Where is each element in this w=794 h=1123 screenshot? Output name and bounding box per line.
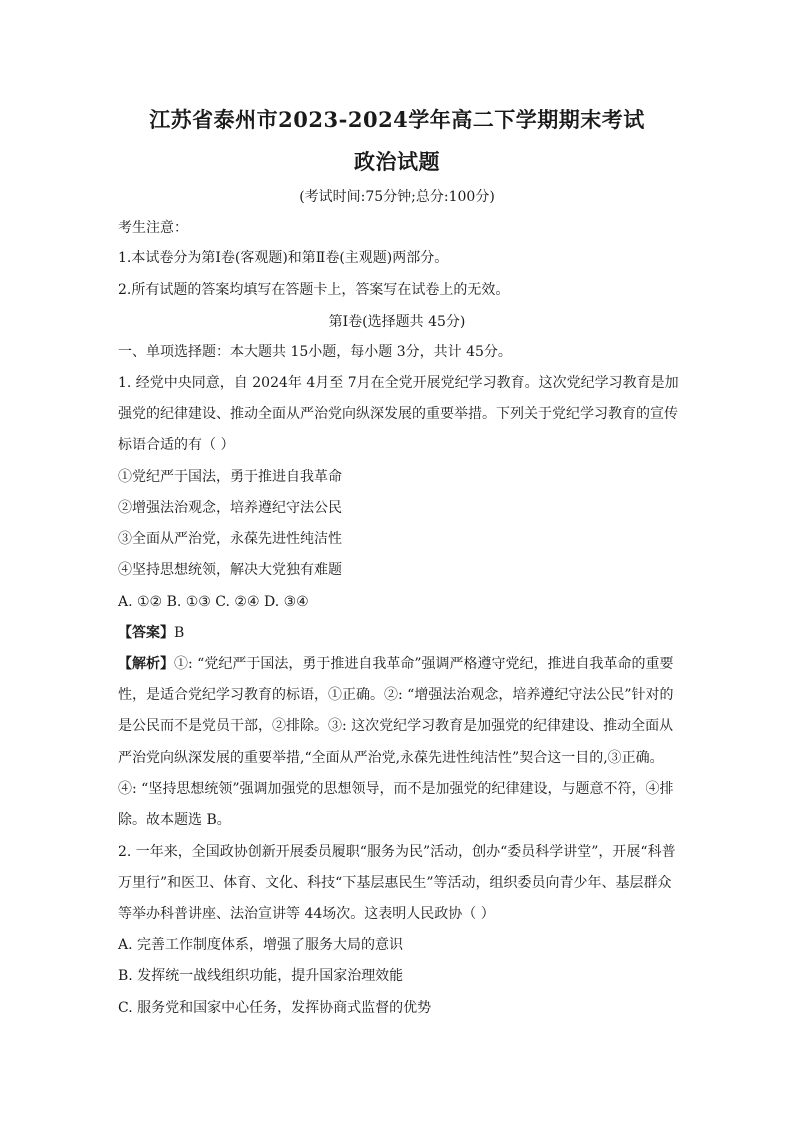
question-1-option-4: ④坚持思想统领，解决大党独有难题 [118, 562, 342, 578]
question-2-stem-line-2: 万里行”和医卫、体育、文化、科技“下基层惠民生”等活动，组织委员向青少年、基层群众 [118, 875, 672, 891]
question-1-answer [118, 623, 678, 643]
question-1-analysis-line-6: 除。故本题选 B。 [118, 812, 231, 828]
answer-value: B [174, 625, 185, 641]
section-title: 第Ⅰ卷(选择题共 45分) [328, 314, 466, 330]
answer-label: 【答案】 [118, 625, 174, 641]
question-1-option-2: ②增强法治观念，培养遵纪守法公民 [118, 500, 342, 516]
notice-item-2: 2.所有试题的答案均填写在答题卡上，答案写在试卷上的无效。 [118, 282, 510, 298]
question-2-option-c: C. 服务党和国家中心任务，发挥协商式监督的优势 [118, 1000, 432, 1016]
question-1-stem-line-2: 强党的纪律建设、推动全面从严治党向纵深发展的重要举措。下列关于党纪学习教育的宣传 [118, 406, 678, 422]
page-title: 江苏省泰州市2023-2024学年高二下学期期末考试 [149, 107, 645, 132]
question-2-option-a: A. 完善工作制度体系，增强了服务大局的意识 [118, 937, 404, 953]
analysis-label: 【解析】 [118, 656, 174, 672]
analysis-text: ①: “党纪严于国法，勇于推进自我革命”强调严格遵守党纪，推进自我革命的重要 [174, 656, 674, 672]
question-1-analysis-line-5: ④: “坚持思想统领”强调加强党的思想领导，而不是加强党的纪律建设，与题意不符，④排 [118, 781, 674, 797]
question-1-stem-line-3: 标语合适的有（ ） [118, 437, 235, 453]
notice-heading: 考生注意： [118, 220, 188, 236]
question-1-stem-line-1: 1. 经党中央同意，自 2024年 4月至 7月在全党开展党纪学习教育。这次党纪学习教育是加 [118, 375, 679, 391]
question-2-stem-line-3: 等举办科普讲座、法治宣讲等 44场次。这表明人民政协（ ） [118, 906, 495, 922]
question-1-choices: A. ①② B. ①③ C. ②④ D. ③④ [118, 594, 309, 610]
notice-item-1: 1.本试卷分为第Ⅰ卷(客观题)和第Ⅱ卷(主观题)两部分。 [118, 250, 449, 266]
question-2-option-b: B. 发挥统一战线组织功能，提升国家治理效能 [118, 968, 404, 984]
question-1-analysis-line-2: 性，是适合党纪学习教育的标语，①正确。②: “增强法治观念，培养遵纪守法公民”针对的 [118, 687, 674, 703]
question-1-analysis-line-1 [118, 654, 678, 674]
section-instruction: 一、单项选择题：本大题共 15小题，每小题 3分，共计 45分。 [118, 344, 512, 360]
question-1-analysis-line-3: 是公民而不是党员干部，②排除。③: 这次党纪学习教育是加强党的纪律建设、推动全面从 [118, 718, 674, 734]
question-2-stem-line-1: 2. 一年来，全国政协创新开展委员履职“服务为民”活动，创办“委员科学讲堂”，开展“科普 [118, 844, 676, 860]
question-1-analysis-line-4: 严治党向纵深发展的重要举措,“全面从严治党,永葆先进性纯洁性”契合这一目的,③正确。 [118, 750, 664, 766]
question-1-option-1: ①党纪严于国法，勇于推进自我革命 [118, 469, 342, 485]
exam-info: (考试时间:75分钟;总分:100分) [299, 189, 495, 205]
page-subtitle: 政治试题 [354, 149, 440, 174]
question-1-option-3: ③全面从严治党，永葆先进性纯洁性 [118, 531, 342, 547]
